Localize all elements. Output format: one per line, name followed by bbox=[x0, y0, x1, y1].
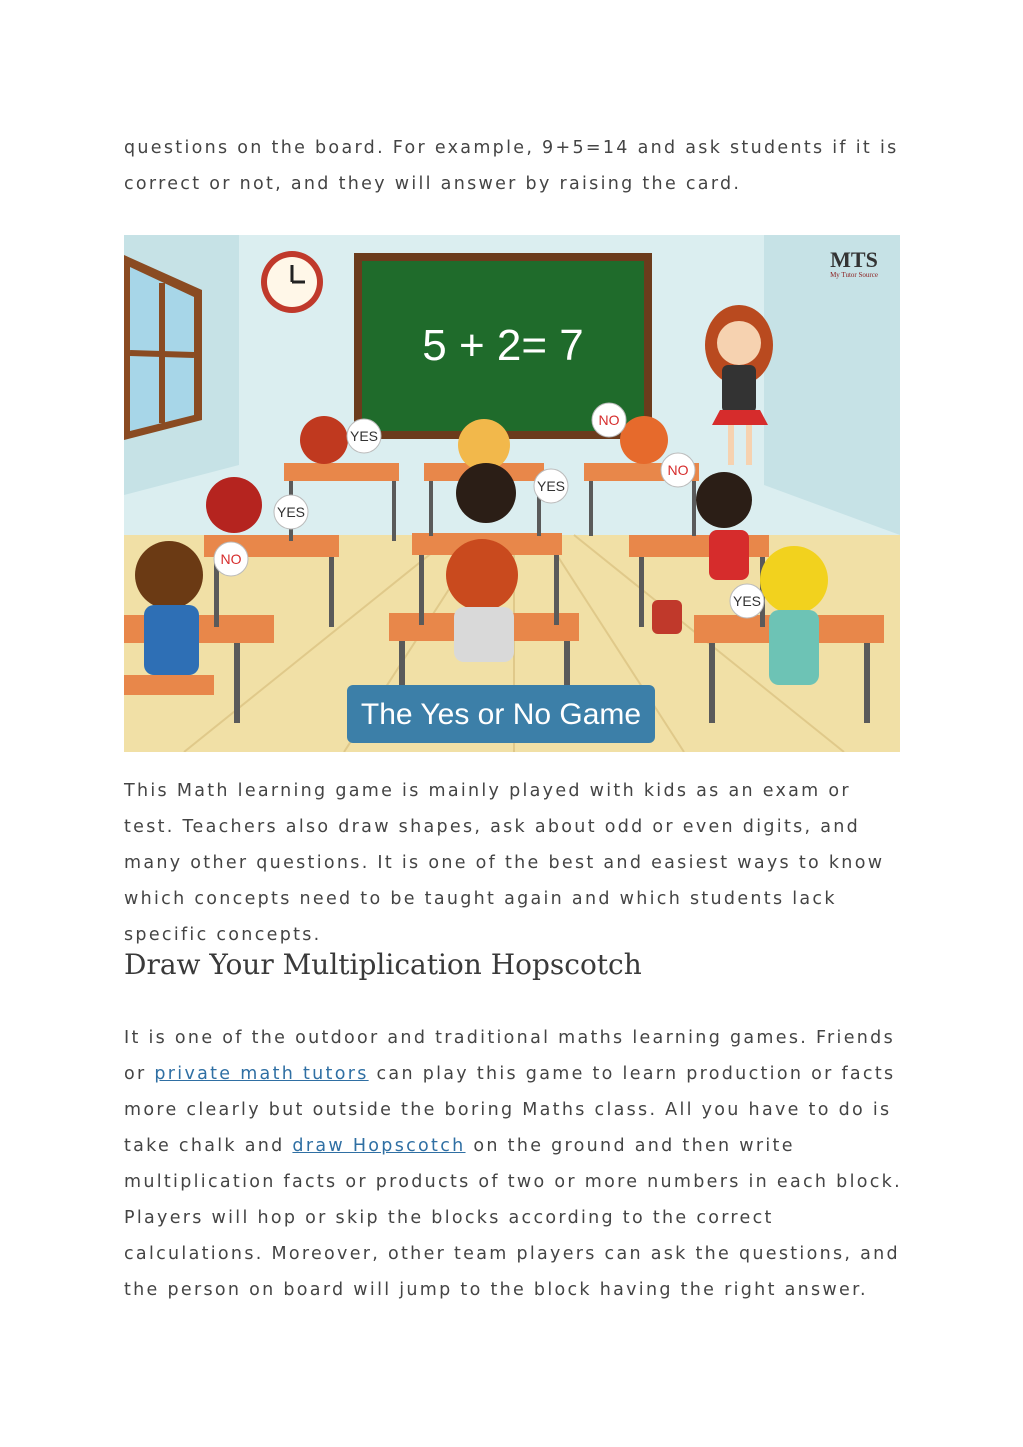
logo-letters: MTS bbox=[830, 247, 878, 272]
mts-logo bbox=[830, 247, 878, 279]
section-heading: Draw Your Multiplication Hopscotch bbox=[124, 948, 642, 981]
card-label: NO bbox=[220, 551, 242, 567]
card-label: YES bbox=[349, 428, 379, 444]
logo-subtitle: My Tutor Source bbox=[830, 271, 878, 279]
game-title-banner bbox=[347, 685, 655, 743]
hopscotch-text-part2: can play this game to learn production or facts more clearly but outside the boring Maths class. All you have to do is take chalk and bbox=[124, 1064, 896, 1156]
card-label: YES bbox=[536, 478, 566, 494]
banner-text: The Yes or No Game bbox=[360, 698, 642, 731]
hopscotch-paragraph bbox=[124, 1020, 904, 1308]
game-description-text: This Math learning game is mainly played with kids as an exam or test. Teachers also draw shapes, ask about odd or even digits, and many other questions. It is one of the best and easiest ways to know which concepts need to be taught again and which students lack specific concepts. bbox=[124, 781, 885, 945]
card-label: NO bbox=[598, 412, 620, 428]
card-label: YES bbox=[732, 593, 762, 609]
school-bag bbox=[652, 600, 682, 634]
game-description-paragraph bbox=[124, 773, 904, 953]
card-label: NO bbox=[667, 462, 689, 478]
clock bbox=[261, 251, 323, 313]
classroom-illustration bbox=[124, 235, 900, 752]
hopscotch-text bbox=[124, 1020, 904, 1308]
hopscotch-text-part1: It is one of the outdoor and traditional maths learning games. Friends or bbox=[124, 1028, 895, 1084]
draw-hopscotch-link[interactable]: draw Hopscotch bbox=[292, 1136, 466, 1156]
card-label: YES bbox=[276, 504, 306, 520]
hopscotch-text-part3: on the ground and then write multiplication facts or products of two or more numbers in each block. Players will hop or skip the blocks according to the correct calculations. Moreover, other team players can ask the questions, and the person on board will jump to the block having the right answer. bbox=[124, 1136, 902, 1300]
private-math-tutors-link[interactable]: private math tutors bbox=[154, 1064, 369, 1084]
board-equation: 5 + 2= 7 bbox=[422, 321, 584, 370]
intro-paragraph bbox=[124, 130, 904, 202]
intro-text: questions on the board. For example, 9+5=14 and ask students if it is correct or not, and they will answer by raising the card. bbox=[124, 138, 899, 194]
